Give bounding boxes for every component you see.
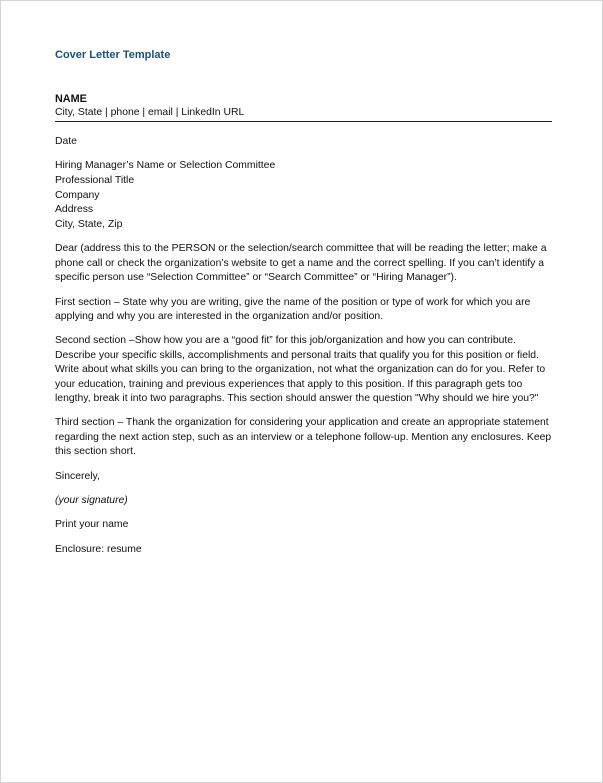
first-section-paragraph: First section – State why you are writing, give the name of the position or type of work for which you are applying and why you are interested in the organization and/or position.: [55, 296, 531, 322]
letter-body: [55, 135, 552, 567]
salutation-paragraph: Dear (address this to the PERSON or the selection/search committee that will be reading the letter; make a phone call or check the organization’s website to get a name and the correct spelling. If you can’t identify a specific person use “Selection Committee” or “Search Committee” or “Hiring Manager”).: [55, 243, 547, 284]
recipient-line: Hiring Manager’s Name or Selection Committee: [55, 160, 276, 172]
closing-line: Sincerely,: [55, 470, 100, 482]
print-name-line: Print your name: [55, 519, 129, 531]
applicant-name: NAME: [55, 93, 87, 105]
letterhead: [55, 92, 552, 122]
recipient-address-block: [55, 159, 552, 232]
second-section-paragraph: Second section –Show how you are a “good fit” for this job/organization and how you can contribute. Describe your specific skills, accomplishments and personal traits that qualify you for this position or field. Write about what skills you can bring to the organization, not what the organization can do for you. Refer to your education, training and previous experiences that apply to this position. If this paragraph gets too lengthy, break it into two paragraphs. This section should answer the question "Why should we hire you?": [55, 335, 546, 405]
recipient-line: Professional Title: [55, 175, 135, 186]
signature-line: (your signature): [55, 495, 128, 507]
enclosure-line: Enclosure: resume: [55, 543, 142, 555]
recipient-line: Company: [55, 189, 100, 201]
date-line: Date: [55, 136, 77, 147]
third-section-paragraph: Third section – Thank the organization for considering your application and create an appropriate statement regarding the next action step, such as an interview or a telephone follow-up. Mention any enclosures. Keep this section short.: [55, 417, 552, 458]
contact-line: City, State | phone | email | LinkedIn URL: [55, 107, 245, 118]
recipient-line: City, State, Zip: [55, 218, 123, 230]
recipient-line: Address: [55, 204, 94, 216]
template-title: Cover Letter Template: [55, 49, 171, 61]
